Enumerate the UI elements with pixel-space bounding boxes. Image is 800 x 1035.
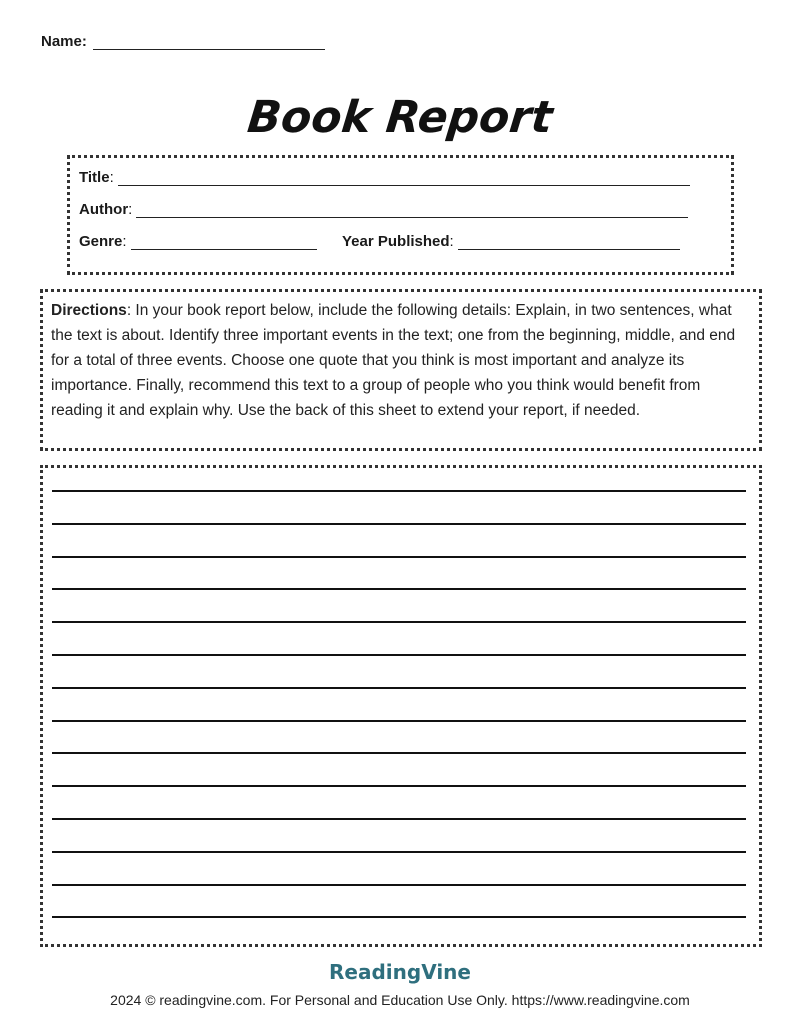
page-title: Book Report [245,92,555,143]
writing-line[interactable] [52,687,746,689]
writing-line[interactable] [52,523,746,525]
writing-line[interactable] [52,752,746,754]
name-field [41,33,325,50]
title-label: Title [79,169,110,186]
writing-area [40,465,762,947]
writing-line[interactable] [52,818,746,820]
directions-box [40,289,762,451]
writing-line[interactable] [52,654,746,656]
year-published-label: Year Published [342,233,450,250]
writing-line[interactable] [52,621,746,623]
directions-label: Directions [51,302,127,319]
writing-line[interactable] [52,490,746,492]
writing-line[interactable] [52,588,746,590]
genre-label: Genre [79,233,123,250]
directions-text [51,298,751,423]
genre-field: Genre : [79,233,317,250]
author-field: Author : [79,201,688,218]
title-blank-line[interactable] [118,171,690,186]
author-label: Author [79,201,129,218]
writing-line[interactable] [52,720,746,722]
writing-line[interactable] [52,916,746,918]
writing-line[interactable] [52,851,746,853]
title-field: Title : [79,169,690,186]
year-published-field: Year Published : [342,233,680,250]
readingvine-logo: ReadingVine [329,960,471,984]
name-label: Name: [41,33,87,50]
writing-line[interactable] [52,556,746,558]
genre-blank-line[interactable] [131,235,317,250]
year-published-blank-line[interactable] [458,235,680,250]
book-info-box [67,155,734,275]
name-blank-line[interactable] [93,35,325,50]
author-blank-line[interactable] [136,203,688,218]
writing-line[interactable] [52,884,746,886]
writing-line[interactable] [52,785,746,787]
directions-body: : In your book report below, include the following details: Explain, in two sentences, what the text is about. Identify three important events in the text; one from the beginning, middle, and end for a total of three events. Choose one quote that you think is most important and analyze its importance. Finally, recommend this text to a group of people who you think would benefit from reading it and explain why. Use the back of this sheet to extend your report, if needed. [51,302,736,419]
footer-copyright: 2024 © readingvine.com. For Personal and Education Use Only. https://www.readingvine.com [110,992,690,1008]
